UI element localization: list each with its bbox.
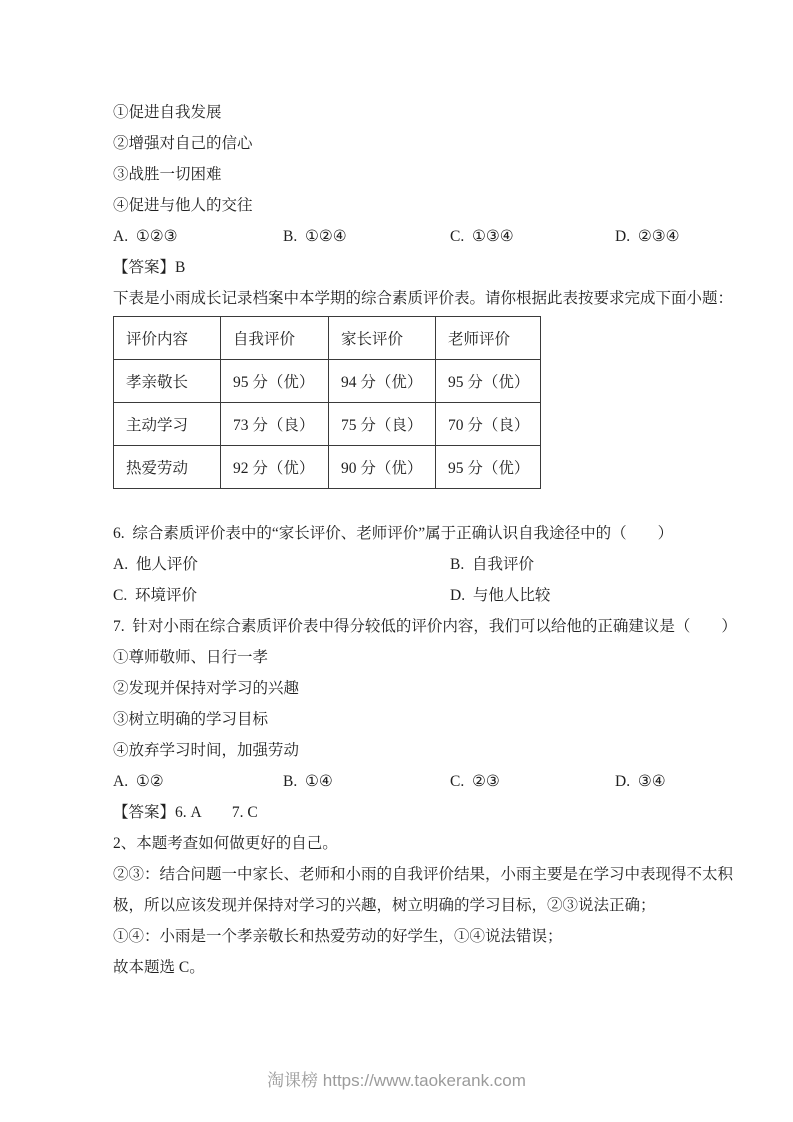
q5-option-b: B. ①②④ <box>283 228 347 245</box>
table-row <box>114 403 541 446</box>
explanation-line-3: 极，所以应该发现并保持对学习的兴趣，树立明确的学习目标，②③说法正确； <box>113 897 656 914</box>
q6-option-a: A. 他人评价 <box>113 556 198 573</box>
table-header-row <box>114 317 541 360</box>
table-cell: 73 分（良） <box>221 403 329 446</box>
evaluation-table <box>113 316 541 489</box>
table-cell: 94 分（优） <box>329 360 436 403</box>
q6-option-b: B. 自我评价 <box>450 556 534 573</box>
question7-text: 7. 针对小雨在综合素质评价表中得分较低的评价内容，我们可以给他的正确建议是（ ） <box>113 618 737 635</box>
table-cell: 主动学习 <box>114 403 221 446</box>
q6-option-c: C. 环境评价 <box>113 587 197 604</box>
table-header-cell: 家长评价 <box>329 317 436 360</box>
table-cell: 孝亲敬长 <box>114 360 221 403</box>
table-row <box>114 360 541 403</box>
q5-options-row <box>113 221 753 252</box>
table-cell: 95 分（优） <box>221 360 329 403</box>
explanation-line-4: ①④：小雨是一个孝亲敬长和热爱劳动的好学生，①④说法错误； <box>113 928 563 945</box>
explanation-line-1: 2、本题考查如何做更好的自己。 <box>113 835 338 852</box>
footer-watermark-text: 淘课榜 https://www.taokerank.com <box>267 1071 526 1090</box>
q7-item-1: ①尊师敬师、日行一孝 <box>113 649 269 666</box>
q5-option-d: D. ②③④ <box>615 228 680 245</box>
q5-item-4: ④促进与他人的交往 <box>113 197 253 214</box>
q5-option-c: C. ①③④ <box>450 228 514 245</box>
q5-option-a: A. ①②③ <box>113 228 178 245</box>
table-cell: 90 分（优） <box>329 446 436 489</box>
table-cell: 70 分（良） <box>436 403 541 446</box>
table-cell: 92 分（优） <box>221 446 329 489</box>
table-cell: 95 分（优） <box>436 360 541 403</box>
q7-option-c: C. ②③ <box>450 773 500 790</box>
table-header-cell: 自我评价 <box>221 317 329 360</box>
explanation-line-5: 故本题选 C。 <box>113 959 205 976</box>
q5-item-1: ①促进自我发展 <box>113 104 222 121</box>
table-cell: 75 分（良） <box>329 403 436 446</box>
table-cell: 95 分（优） <box>436 446 541 489</box>
table-header-cell: 老师评价 <box>436 317 541 360</box>
q5-item-3: ③战胜一切困难 <box>113 166 222 183</box>
q7-item-2: ②发现并保持对学习的兴趣 <box>113 680 300 697</box>
q6-options-row-1 <box>113 549 753 580</box>
question6-text: 6. 综合素质评价表中的“家长评价、老师评价”属于正确认识自我途径中的（ ） <box>113 525 674 542</box>
q7-options-row <box>113 766 753 797</box>
explanation-line-2: ②③：结合问题一中家长、老师和小雨的自我评价结果，小雨主要是在学习中表现得不太积 <box>113 866 734 883</box>
q5-answer: 【答案】B <box>113 259 186 276</box>
table-cell: 热爱劳动 <box>114 446 221 489</box>
table-header-cell: 评价内容 <box>114 317 221 360</box>
q7-option-d: D. ③④ <box>615 773 666 790</box>
q7-option-a: A. ①② <box>113 773 164 790</box>
table-intro: 下表是小雨成长记录档案中本学期的综合素质评价表。请你根据此表按要求完成下面小题： <box>113 290 734 307</box>
q7-item-4: ④放弃学习时间，加强劳动 <box>113 742 300 759</box>
q7-option-b: B. ①④ <box>283 773 333 790</box>
answers-line: 【答案】6. A 7. C <box>113 804 258 821</box>
q7-item-3: ③树立明确的学习目标 <box>113 711 269 728</box>
footer-watermark <box>0 1066 793 1096</box>
q6-options-row-2 <box>113 580 753 611</box>
q6-option-d: D. 与他人比较 <box>450 587 551 604</box>
q5-item-2: ②增强对自己的信心 <box>113 135 253 152</box>
table-row <box>114 446 541 489</box>
document-content <box>113 97 753 983</box>
